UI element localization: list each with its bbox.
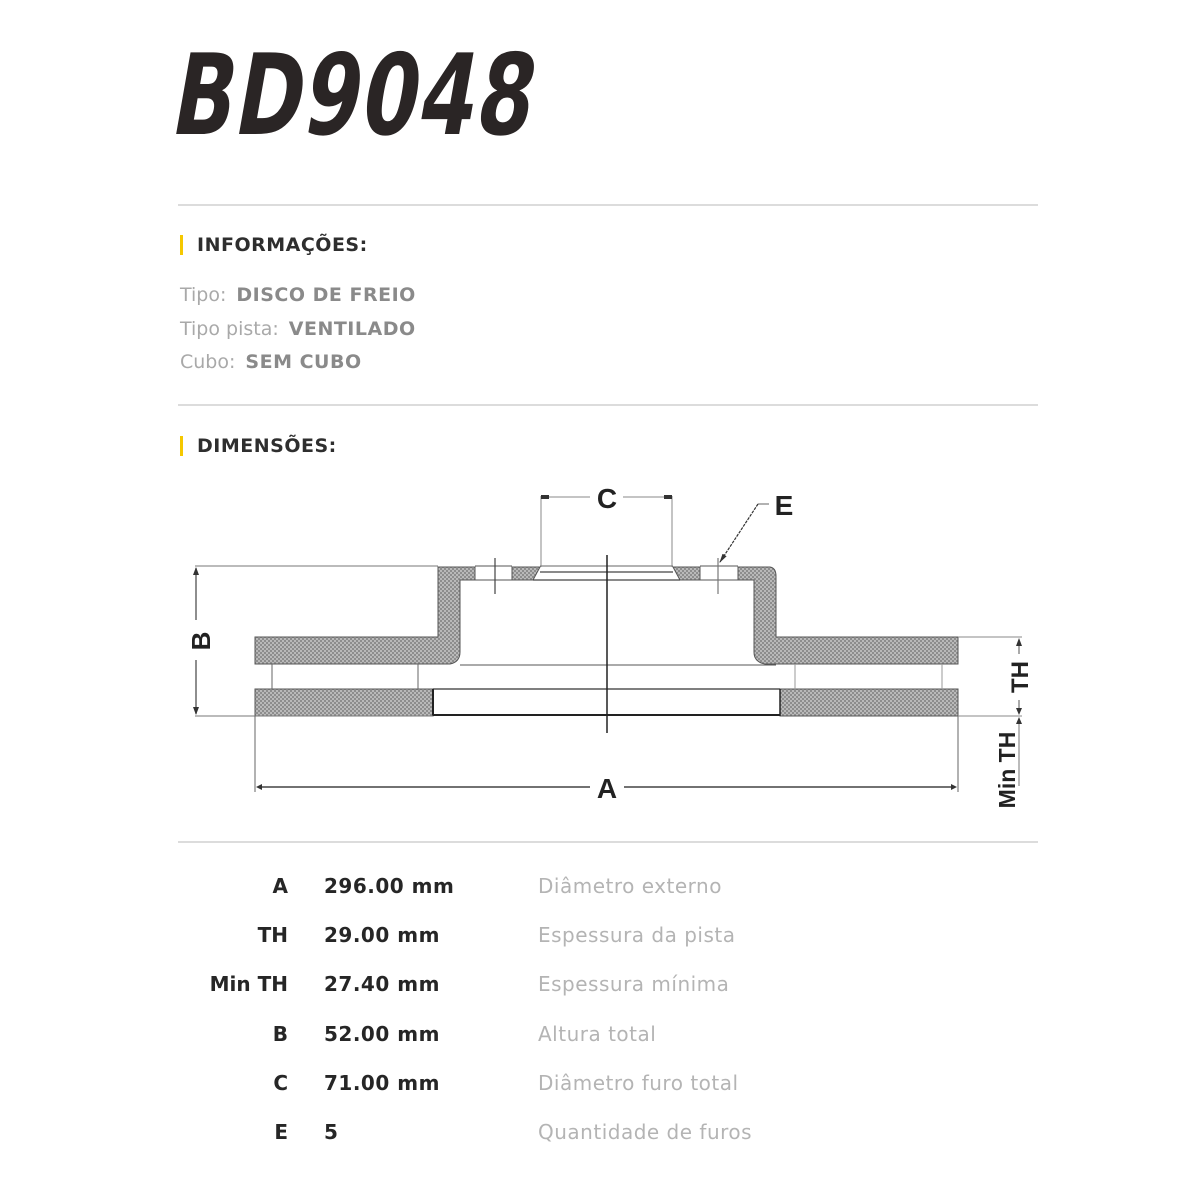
info-label: Tipo pista: — [180, 317, 279, 340]
spec-value: 52.00 mm — [324, 1021, 440, 1046]
spec-key: TH — [257, 923, 288, 948]
spec-key: E — [274, 1119, 288, 1144]
info-row-tipo-pista — [180, 315, 416, 349]
spec-description: Espessura mínima — [538, 972, 730, 997]
info-label: Tipo: — [180, 284, 227, 306]
label-min-th: Min TH — [994, 731, 1020, 809]
spec-description: Diâmetro furo total — [538, 1070, 739, 1095]
spec-description: Diâmetro externo — [538, 874, 722, 898]
info-row-cubo — [180, 348, 416, 382]
spec-value: 29.00 mm — [324, 923, 440, 948]
spec-key: C — [273, 1070, 288, 1095]
separator — [178, 404, 1038, 406]
spec-value: 27.40 mm — [324, 972, 440, 997]
spec-key: B — [272, 1021, 288, 1046]
info-section-title — [180, 234, 368, 256]
spec-description: Altura total — [538, 1021, 657, 1046]
dimensions-section-title — [180, 435, 337, 457]
dimension-c — [541, 483, 672, 567]
accent-bar — [180, 235, 183, 255]
info-label: Cubo: — [180, 351, 236, 373]
spec-description: Quantidade de furos — [538, 1119, 753, 1144]
spec-description: Espessura da pista — [538, 923, 736, 948]
separator — [178, 841, 1038, 843]
spec-value: 5 — [324, 1119, 339, 1144]
info-list — [180, 281, 416, 382]
label-b: B — [186, 631, 216, 651]
spec-value: 71.00 mm — [324, 1070, 440, 1095]
label-th: TH — [1007, 661, 1034, 693]
info-value: VENTILADO — [288, 317, 416, 340]
dimension-th — [958, 637, 1034, 808]
label-e: E — [774, 490, 794, 521]
product-code-title: BD9048 — [163, 31, 549, 161]
spec-value: 296.00 mm — [324, 874, 455, 898]
info-value: DISCO DE FREIO — [236, 284, 416, 306]
spec-key: Min TH — [209, 972, 288, 997]
info-row-tipo — [180, 281, 416, 315]
label-a: A — [596, 773, 618, 804]
accent-bar — [180, 436, 183, 456]
info-title-text: INFORMAÇÕES: — [197, 234, 368, 256]
dimension-e — [720, 490, 793, 562]
disc-cross-section — [195, 555, 958, 733]
info-value: SEM CUBO — [245, 351, 362, 373]
dimensions-title-text: DIMENSÕES: — [197, 435, 337, 457]
label-c: C — [596, 483, 618, 514]
separator — [178, 204, 1038, 206]
spec-key: A — [272, 874, 288, 898]
